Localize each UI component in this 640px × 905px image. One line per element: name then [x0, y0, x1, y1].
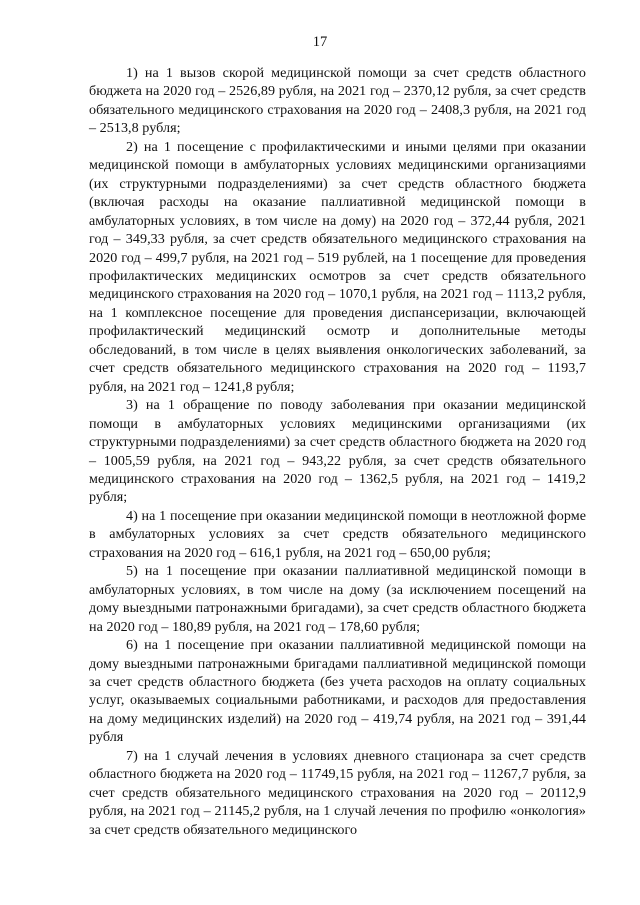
paragraph-1: 1) на 1 вызов скорой медицинской помощи за счет средств областного бюджета на 2020 год – 2526,89 рубля, на 2021 год – 2370,12 рубля, за счет средств обязательного медицинского страхования на 2020 год – 2408,3 рубля, на 2021 год – 2513,8 рубля;	[89, 65, 586, 137]
paragraph-4: 4) на 1 посещение при оказании медицинской помощи в неотложной форме в амбулаторных условиях за счет средств обязательного медицинского страхования на 2020 год – 616,1 рубля, на 2021 год – 650,00 рубля;	[89, 507, 586, 561]
document-body	[89, 64, 586, 839]
paragraph-7: 7) на 1 случай лечения в условиях дневного стационара за счет средств областного бюджета на 2020 год – 11749,15 рубля, на 2021 год – 11267,7 рубля, за счет средств обязательного медицинского страхования на 2020 год – 20112,9 рубля, на 2021 год – 21145,2 рубля, на 1 случай лечения по профилю «онкология» за счет средств обязательного медицинского	[89, 747, 586, 838]
paragraph-6: 6) на 1 посещение при оказании паллиативной медицинской помощи на дому выездными патронажными бригадами паллиативной медицинской помощи за счет средств областного бюджета (без учета расходов на оплату социальных услуг, оказываемых социальными работниками, и расходов для предоставления на дому медицинских изделий) на 2020 год – 419,74 рубля, на 2021 год – 391,44 рубля	[89, 637, 586, 746]
paragraph-2: 2) на 1 посещение с профилактическими и иными целями при оказании медицинской помощи в амбулаторных условиях медицинскими организациями (их структурными подразделениями) за счет средств областного бюджета (включая расходы на оказание паллиативной медицинской помощи в амбулаторных условиях, в том числе на дому) на 2020 год – 372,44 рубля, 2021 год – 349,33 рубля, за счет средств обязательного медицинского страхования на 2020 год – 499,7 рубля, на 2021 год – 519 рублей, на 1 посещение для проведения профилактических медицинских осмотров за счет средств обязательного медицинского страхования на 2020 год – 1070,1 рубля, на 2021 год – 1113,2 рубля, на 1 комплексное посещение для проведения диспансеризации, включающей профилактический медицинский осмотр и дополнительные методы обследований, в том числе в целях выявления онкологических заболеваний, за счет средств обязательного медицинского страхования на 2020 год – 1193,7 рубля, на 2021 год – 1241,8 рубля;	[89, 138, 586, 395]
page-number: 17	[312, 34, 328, 50]
paragraph-5: 5) на 1 посещение при оказании паллиативной медицинской помощи в амбулаторных условиях, в том числе на дому (за исключением посещений на дому выездными патронажными бригадами), за счет средств областного бюджета на 2020 год – 180,89 рубля, на 2021 год – 178,60 рубля;	[89, 563, 586, 635]
paragraph-3: 3) на 1 обращение по поводу заболевания при оказании медицинской помощи в амбулаторных условиях медицинскими организациями (их структурными подразделениями) за счет средств областного бюджета на 2020 год – 1005,59 рубля, на 2021 год – 943,22 рубля, за счет средств обязательного медицинского страхования на 2020 год – 1362,5 рубля, на 2021 год – 1419,2 рубля;	[89, 397, 586, 506]
